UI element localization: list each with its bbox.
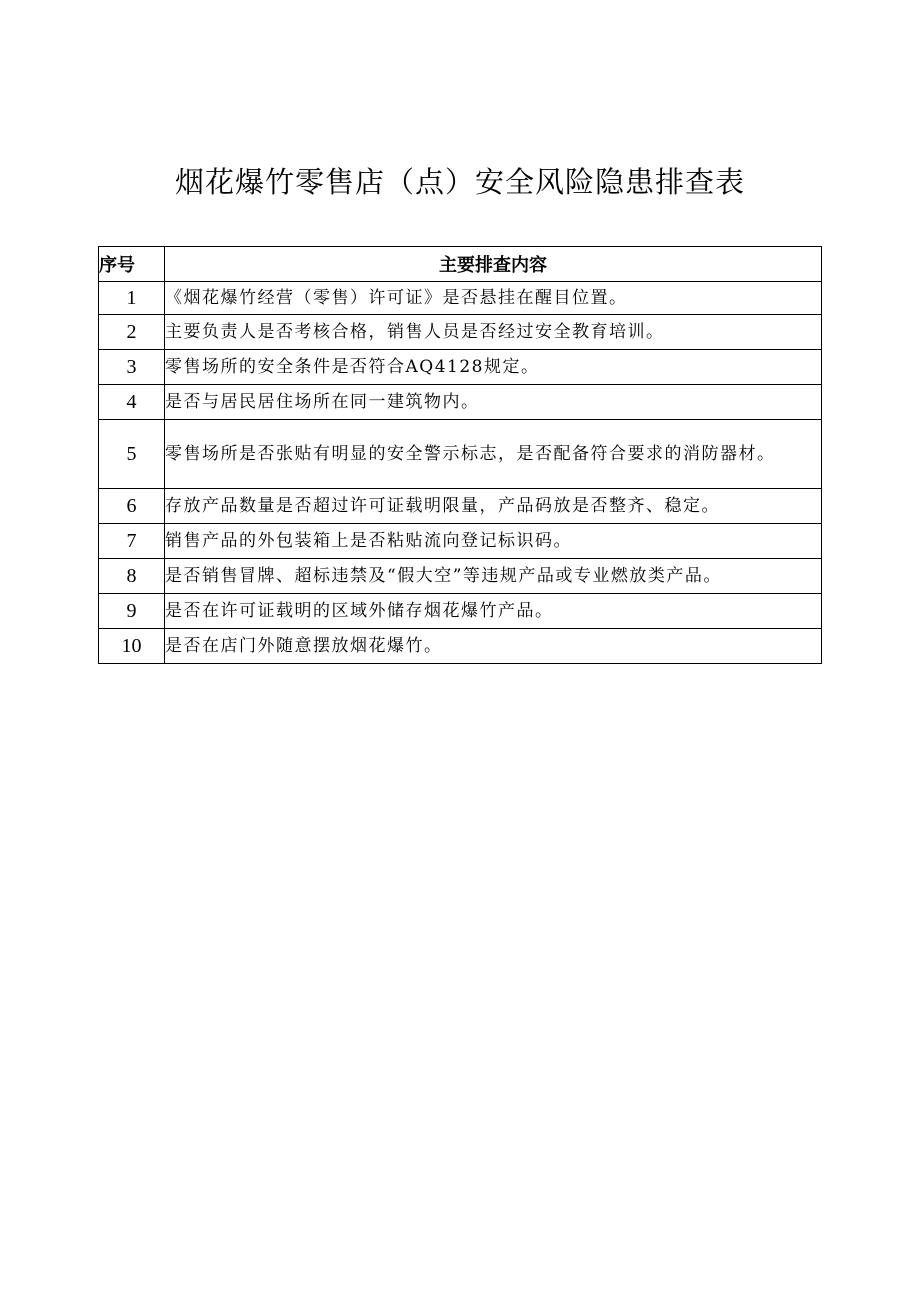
row-number: 10 bbox=[99, 629, 165, 664]
column-header-content: 主要排查内容 bbox=[165, 247, 822, 282]
row-content: 存放产品数量是否超过许可证载明限量，产品码放是否整齐、稳定。 bbox=[165, 489, 822, 524]
table-row bbox=[99, 489, 822, 524]
row-content: 是否在店门外随意摆放烟花爆竹。 bbox=[165, 629, 822, 664]
row-number: 4 bbox=[99, 385, 165, 420]
row-content: 是否与居民居住场所在同一建筑物内。 bbox=[165, 385, 822, 420]
row-number: 1 bbox=[99, 282, 165, 315]
row-content: 是否销售冒牌、超标违禁及“假大空”等违规产品或专业燃放类产品。 bbox=[165, 559, 822, 594]
row-number: 7 bbox=[99, 524, 165, 559]
row-number: 9 bbox=[99, 594, 165, 629]
column-header-no: 序号 bbox=[99, 247, 165, 282]
row-content: 《烟花爆竹经营（零售）许可证》是否悬挂在醒目位置。 bbox=[165, 282, 822, 315]
page-title: 烟花爆竹零售店（点）安全风险隐患排查表 bbox=[174, 165, 745, 199]
table-row bbox=[99, 282, 822, 315]
row-number: 2 bbox=[99, 315, 165, 350]
table-row bbox=[99, 385, 822, 420]
row-content: 销售产品的外包装箱上是否粘贴流向登记标识码。 bbox=[165, 524, 822, 559]
row-number: 8 bbox=[99, 559, 165, 594]
table-row bbox=[99, 594, 822, 629]
table-row bbox=[99, 524, 822, 559]
row-number: 5 bbox=[99, 420, 165, 489]
row-number: 6 bbox=[99, 489, 165, 524]
table-header-row bbox=[99, 247, 822, 282]
row-content: 主要负责人是否考核合格，销售人员是否经过安全教育培训。 bbox=[165, 315, 822, 350]
table-row bbox=[99, 420, 822, 489]
row-number: 3 bbox=[99, 350, 165, 385]
table-row bbox=[99, 350, 822, 385]
table-row bbox=[99, 315, 822, 350]
table-row bbox=[99, 559, 822, 594]
inspection-table bbox=[98, 246, 822, 664]
row-content: 零售场所的安全条件是否符合AQ4128规定。 bbox=[165, 350, 822, 385]
row-content: 是否在许可证载明的区域外储存烟花爆竹产品。 bbox=[165, 594, 822, 629]
table-row bbox=[99, 629, 822, 664]
row-content: 零售场所是否张贴有明显的安全警示标志，是否配备符合要求的消防器材。 bbox=[165, 420, 822, 489]
